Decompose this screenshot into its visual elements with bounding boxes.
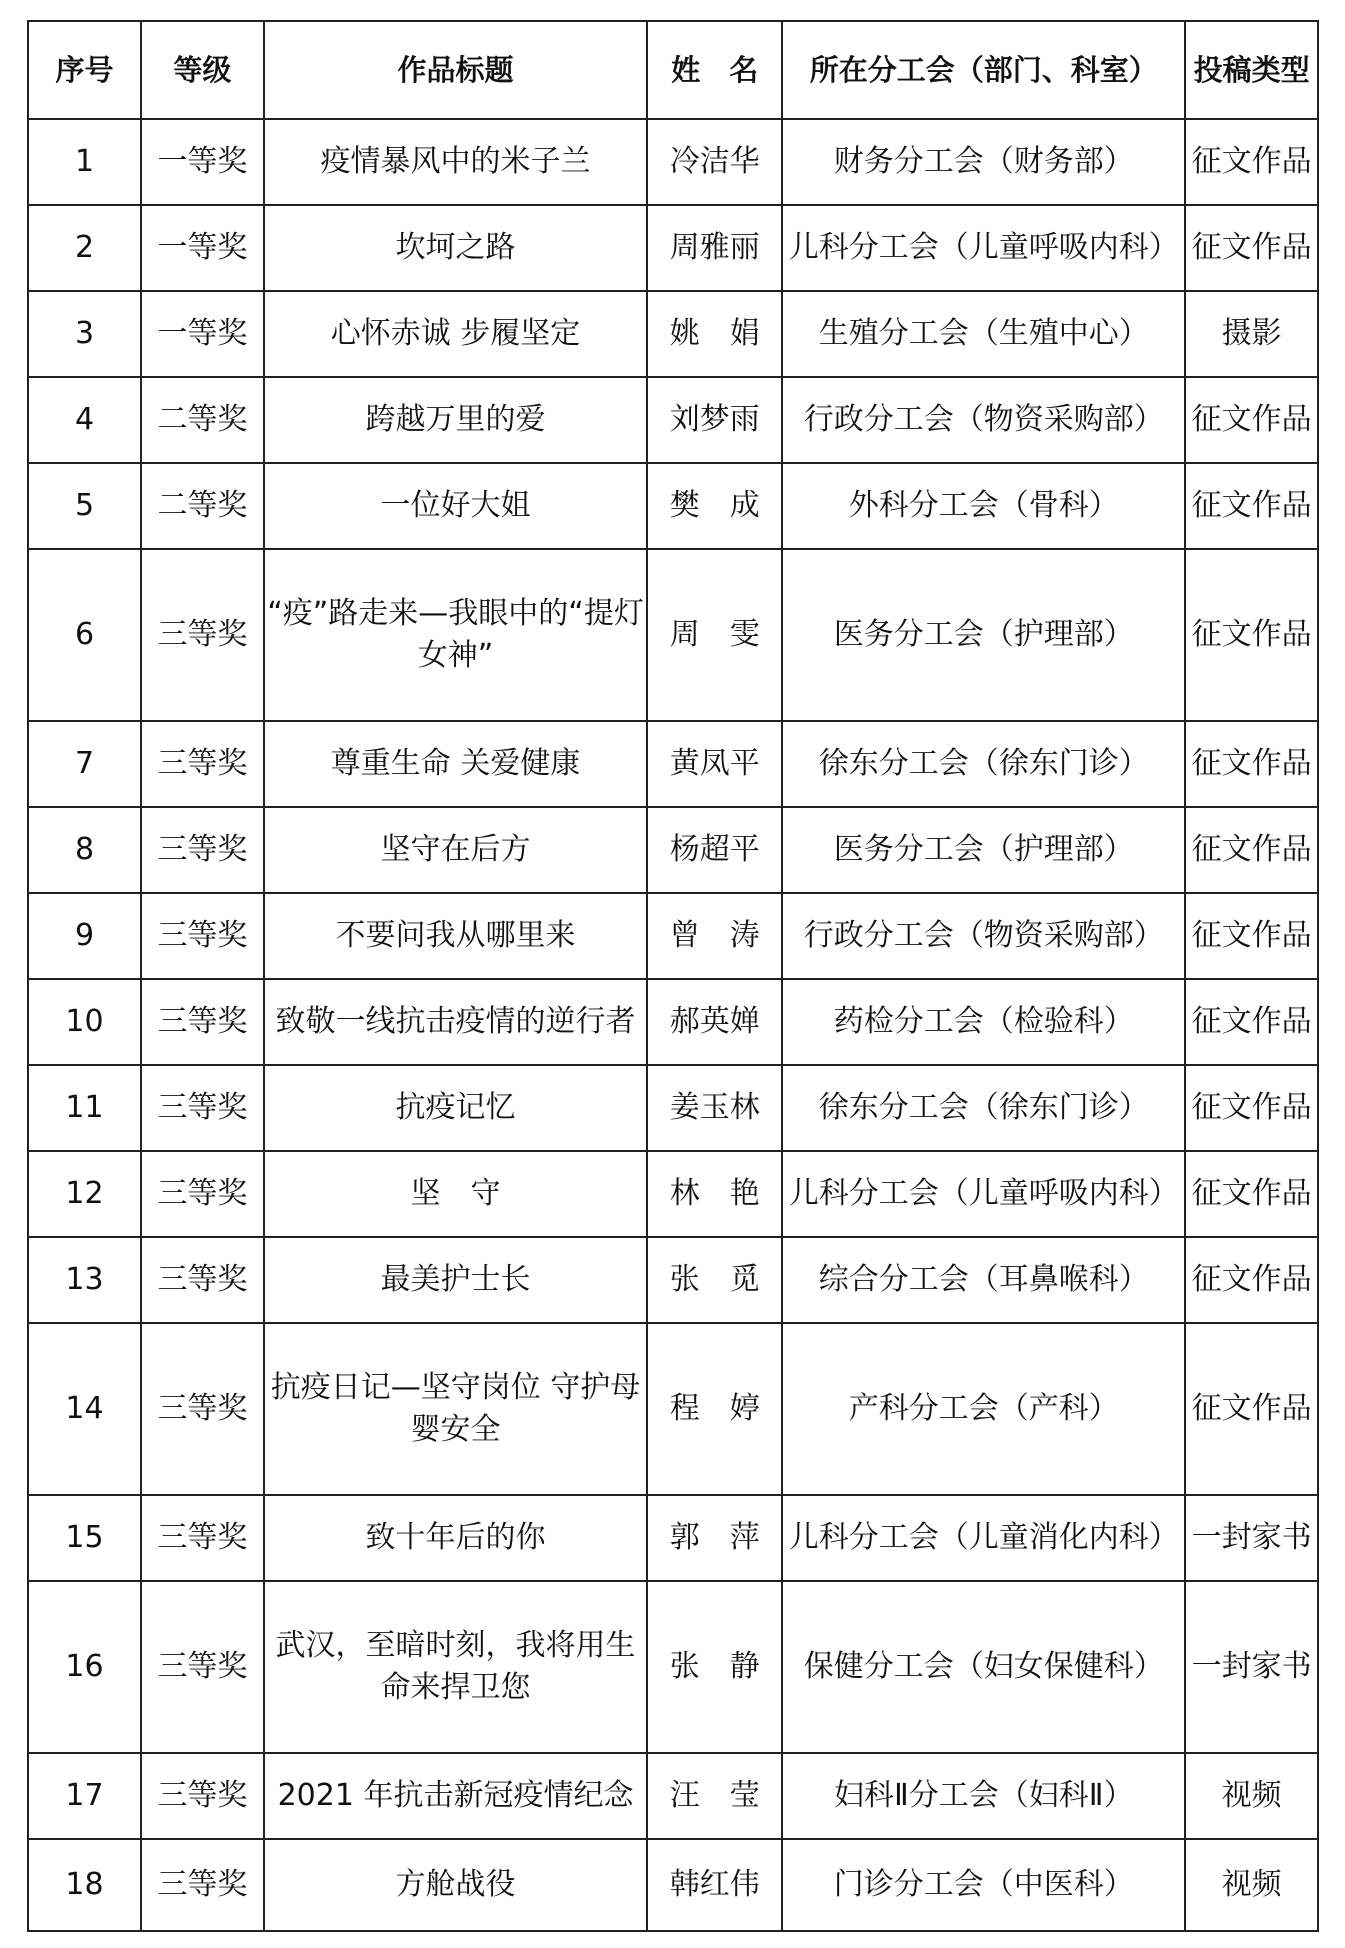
cell-department: 医务分工会（护理部）: [782, 549, 1185, 721]
cell-type: 征文作品: [1185, 377, 1318, 463]
cell-index: 2: [28, 205, 141, 291]
cell-level: 一等奖: [141, 119, 264, 205]
cell-index: 15: [28, 1495, 141, 1581]
cell-department: 门诊分工会（中医科）: [782, 1839, 1185, 1931]
cell-title: “疫”路走来—我眼中的“提灯女神”: [264, 549, 647, 721]
cell-type: 征文作品: [1185, 463, 1318, 549]
table-row: [28, 549, 1318, 721]
cell-name: 杨超平: [647, 807, 782, 893]
table-row: [28, 1323, 1318, 1495]
cell-title: 尊重生命 关爱健康: [264, 721, 647, 807]
cell-level: 三等奖: [141, 1065, 264, 1151]
cell-level: 三等奖: [141, 979, 264, 1065]
cell-department: 生殖分工会（生殖中心）: [782, 291, 1185, 377]
cell-department: 财务分工会（财务部）: [782, 119, 1185, 205]
cell-name: 曾 涛: [647, 893, 782, 979]
cell-index: 4: [28, 377, 141, 463]
cell-department: 产科分工会（产科）: [782, 1323, 1185, 1495]
cell-index: 18: [28, 1839, 141, 1931]
cell-index: 6: [28, 549, 141, 721]
cell-title: 坎坷之路: [264, 205, 647, 291]
cell-level: 三等奖: [141, 1753, 264, 1839]
cell-level: 三等奖: [141, 807, 264, 893]
cell-department: 徐东分工会（徐东门诊）: [782, 721, 1185, 807]
cell-title: 一位好大姐: [264, 463, 647, 549]
cell-title: 不要问我从哪里来: [264, 893, 647, 979]
cell-level: 一等奖: [141, 291, 264, 377]
header-level: 等级: [141, 21, 264, 119]
cell-department: 儿科分工会（儿童呼吸内科）: [782, 205, 1185, 291]
cell-name: 韩红伟: [647, 1839, 782, 1931]
cell-title: 坚守在后方: [264, 807, 647, 893]
cell-name: 冷洁华: [647, 119, 782, 205]
cell-type: 征文作品: [1185, 893, 1318, 979]
cell-name: 黄凤平: [647, 721, 782, 807]
cell-title: 抗疫记忆: [264, 1065, 647, 1151]
cell-type: 征文作品: [1185, 1323, 1318, 1495]
cell-title: 跨越万里的爱: [264, 377, 647, 463]
awards-table: [27, 20, 1319, 1932]
cell-index: 11: [28, 1065, 141, 1151]
cell-name: 汪 莹: [647, 1753, 782, 1839]
cell-index: 17: [28, 1753, 141, 1839]
cell-title: 武汉，至暗时刻，我将用生命来捍卫您: [264, 1581, 647, 1753]
cell-type: 征文作品: [1185, 549, 1318, 721]
cell-type: 视频: [1185, 1839, 1318, 1931]
cell-department: 行政分工会（物资采购部）: [782, 893, 1185, 979]
table-header-row: [28, 21, 1318, 119]
cell-department: 外科分工会（骨科）: [782, 463, 1185, 549]
table-row: [28, 1237, 1318, 1323]
cell-index: 9: [28, 893, 141, 979]
cell-level: 三等奖: [141, 1495, 264, 1581]
cell-name: 张 觅: [647, 1237, 782, 1323]
header-name: 姓 名: [647, 21, 782, 119]
cell-type: 征文作品: [1185, 807, 1318, 893]
cell-type: 征文作品: [1185, 205, 1318, 291]
cell-level: 三等奖: [141, 1237, 264, 1323]
cell-department: 药检分工会（检验科）: [782, 979, 1185, 1065]
cell-name: 程 婷: [647, 1323, 782, 1495]
table-row: [28, 205, 1318, 291]
cell-title: 方舱战役: [264, 1839, 647, 1931]
cell-title: 坚 守: [264, 1151, 647, 1237]
table-row: [28, 291, 1318, 377]
cell-level: 三等奖: [141, 1839, 264, 1931]
table-row: [28, 1151, 1318, 1237]
cell-type: 征文作品: [1185, 1237, 1318, 1323]
cell-title: 心怀赤诚 步履坚定: [264, 291, 647, 377]
cell-department: 儿科分工会（儿童消化内科）: [782, 1495, 1185, 1581]
cell-type: 征文作品: [1185, 1065, 1318, 1151]
cell-department: 儿科分工会（儿童呼吸内科）: [782, 1151, 1185, 1237]
cell-index: 3: [28, 291, 141, 377]
cell-level: 二等奖: [141, 463, 264, 549]
cell-name: 郭 萍: [647, 1495, 782, 1581]
table-row: [28, 119, 1318, 205]
cell-index: 12: [28, 1151, 141, 1237]
cell-name: 姜玉林: [647, 1065, 782, 1151]
cell-title: 抗疫日记—坚守岗位 守护母婴安全: [264, 1323, 647, 1495]
cell-index: 10: [28, 979, 141, 1065]
cell-type: 一封家书: [1185, 1581, 1318, 1753]
cell-type: 一封家书: [1185, 1495, 1318, 1581]
cell-name: 刘梦雨: [647, 377, 782, 463]
header-department: 所在分工会（部门、科室）: [782, 21, 1185, 119]
table-row: [28, 1581, 1318, 1753]
cell-type: 摄影: [1185, 291, 1318, 377]
cell-index: 5: [28, 463, 141, 549]
cell-title: 最美护士长: [264, 1237, 647, 1323]
cell-type: 征文作品: [1185, 1151, 1318, 1237]
cell-level: 一等奖: [141, 205, 264, 291]
cell-index: 13: [28, 1237, 141, 1323]
table-row: [28, 377, 1318, 463]
header-index: 序号: [28, 21, 141, 119]
cell-index: 7: [28, 721, 141, 807]
table-row: [28, 1753, 1318, 1839]
cell-department: 行政分工会（物资采购部）: [782, 377, 1185, 463]
table-row: [28, 1065, 1318, 1151]
table-row: [28, 979, 1318, 1065]
cell-type: 征文作品: [1185, 979, 1318, 1065]
cell-level: 三等奖: [141, 1151, 264, 1237]
table-row: [28, 1495, 1318, 1581]
table-row: [28, 721, 1318, 807]
cell-index: 16: [28, 1581, 141, 1753]
header-title: 作品标题: [264, 21, 647, 119]
cell-name: 樊 成: [647, 463, 782, 549]
cell-title: 2021 年抗击新冠疫情纪念: [264, 1753, 647, 1839]
cell-title: 致敬一线抗击疫情的逆行者: [264, 979, 647, 1065]
cell-name: 周雅丽: [647, 205, 782, 291]
cell-level: 三等奖: [141, 721, 264, 807]
cell-name: 周 雯: [647, 549, 782, 721]
cell-level: 三等奖: [141, 549, 264, 721]
cell-department: 徐东分工会（徐东门诊）: [782, 1065, 1185, 1151]
table-row: [28, 893, 1318, 979]
cell-name: 张 静: [647, 1581, 782, 1753]
cell-name: 郝英婵: [647, 979, 782, 1065]
cell-name: 姚 娟: [647, 291, 782, 377]
cell-department: 医务分工会（护理部）: [782, 807, 1185, 893]
cell-level: 三等奖: [141, 1323, 264, 1495]
cell-department: 妇科Ⅱ分工会（妇科Ⅱ）: [782, 1753, 1185, 1839]
cell-department: 综合分工会（耳鼻喉科）: [782, 1237, 1185, 1323]
cell-index: 8: [28, 807, 141, 893]
table-row: [28, 1839, 1318, 1931]
cell-level: 三等奖: [141, 1581, 264, 1753]
cell-type: 视频: [1185, 1753, 1318, 1839]
cell-index: 1: [28, 119, 141, 205]
cell-name: 林 艳: [647, 1151, 782, 1237]
cell-type: 征文作品: [1185, 721, 1318, 807]
cell-level: 三等奖: [141, 893, 264, 979]
cell-department: 保健分工会（妇女保健科）: [782, 1581, 1185, 1753]
cell-title: 致十年后的你: [264, 1495, 647, 1581]
cell-level: 二等奖: [141, 377, 264, 463]
cell-title: 疫情暴风中的米子兰: [264, 119, 647, 205]
cell-index: 14: [28, 1323, 141, 1495]
table-row: [28, 463, 1318, 549]
table-row: [28, 807, 1318, 893]
header-type: 投稿类型: [1185, 21, 1318, 119]
cell-type: 征文作品: [1185, 119, 1318, 205]
